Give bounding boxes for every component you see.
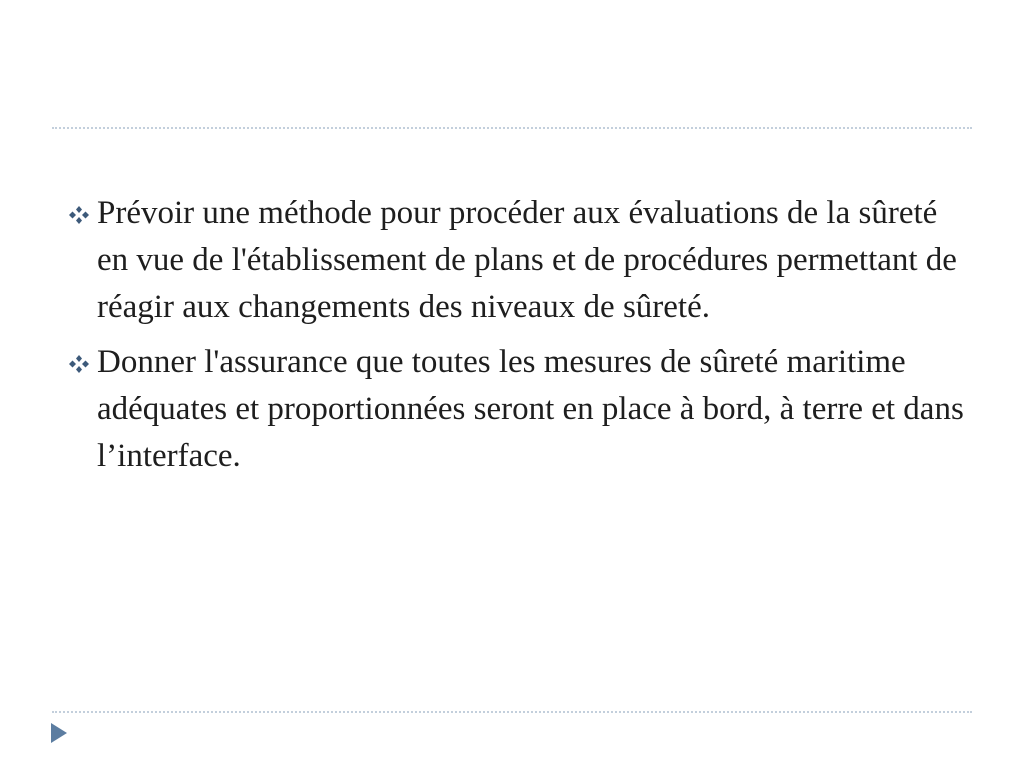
bullet-list (66, 190, 966, 488)
bottom-dotted-divider (52, 711, 972, 713)
bullet-text: Prévoir une méthode pour procéder aux évaluations de la sûreté en vue de l'établissement de plans et de procédures permettant de réagir aux changements des niveaux de sûreté. (97, 195, 957, 325)
bullet-item (66, 190, 966, 331)
play-triangle-icon[interactable] (50, 722, 68, 744)
top-dotted-divider (52, 127, 972, 129)
four-diamond-bullet-icon (66, 354, 92, 374)
bullet-text: Donner l'assurance que toutes les mesures de sûreté maritime adéquates et proportionnées seront en place à bord, à terre et dans l’interface. (97, 344, 964, 474)
bullet-item (66, 339, 966, 480)
four-diamond-bullet-icon (66, 205, 92, 225)
